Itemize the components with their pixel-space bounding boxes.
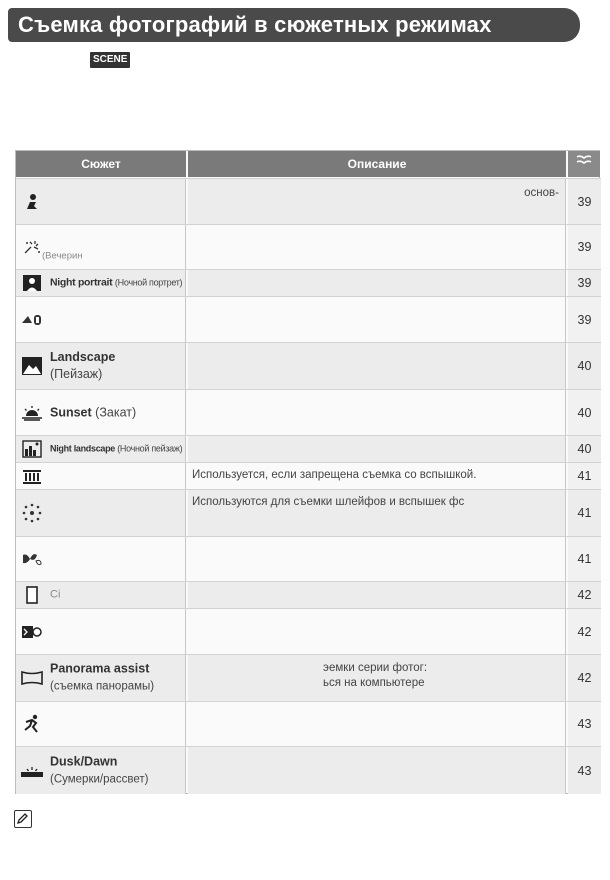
row-name: Night landscape (Ночной пейзаж)	[50, 443, 183, 454]
table-row	[16, 654, 601, 701]
back-light-icon	[20, 622, 44, 642]
sunset-icon	[20, 403, 44, 423]
table-row	[16, 746, 601, 794]
row-description: эемки серии фотог: ься на компьютере	[188, 655, 566, 701]
row-page: 42	[568, 582, 601, 608]
row-page: 42	[568, 655, 601, 701]
row-description: основ-	[188, 179, 566, 224]
copy-icon	[20, 585, 44, 605]
table-row	[16, 224, 601, 269]
row-description: Используется, если запрещена съемка со вспышкой.	[188, 463, 566, 489]
row-description	[188, 225, 566, 269]
row-page: 40	[568, 436, 601, 462]
panorama-icon	[20, 668, 44, 688]
row-page: 43	[568, 702, 601, 746]
sports-icon	[20, 714, 44, 734]
header-description: Описание	[188, 151, 566, 177]
table-row	[16, 389, 601, 435]
scene-table	[15, 150, 600, 794]
table-row	[16, 296, 601, 342]
row-page: 41	[568, 490, 601, 536]
row-page: 39	[568, 270, 601, 296]
row-page: 42	[568, 609, 601, 654]
row-description	[188, 343, 566, 389]
row-sub: Сі	[50, 588, 61, 601]
portrait-icon	[20, 192, 44, 212]
table-row	[16, 435, 601, 462]
row-page: 41	[568, 463, 601, 489]
landscape-icon	[20, 356, 44, 376]
row-page: 39	[568, 179, 601, 224]
row-description	[188, 582, 566, 608]
table-row	[16, 462, 601, 489]
row-description	[188, 537, 566, 581]
table-row	[16, 701, 601, 746]
book-icon	[568, 151, 600, 177]
row-description	[188, 747, 566, 794]
row-page: 43	[568, 747, 601, 794]
row-page: 39	[568, 297, 601, 342]
row-description	[188, 297, 566, 342]
table-row	[16, 489, 601, 536]
row-name: Night portrait (Ночной портрет)	[50, 276, 183, 289]
row-description: Используются для съемки шлейфов и вспышек фс	[188, 490, 566, 536]
row-name: Landscape (Пейзаж)	[50, 350, 116, 381]
pencil-note-icon	[14, 810, 32, 828]
table-row	[16, 581, 601, 608]
row-page: 40	[568, 343, 601, 389]
museum-icon	[20, 466, 44, 486]
dusk-dawn-icon	[20, 761, 44, 781]
scene-mode-badge: SCENE	[90, 52, 130, 68]
row-description	[188, 436, 566, 462]
row-description	[188, 702, 566, 746]
night-landscape-icon	[20, 439, 44, 459]
table-row	[16, 342, 601, 389]
night-portrait-icon	[20, 273, 44, 293]
row-page: 41	[568, 537, 601, 581]
page-title: Съемка фотографий в сюжетных режимах	[8, 8, 580, 42]
row-description	[188, 390, 566, 435]
table-row	[16, 178, 601, 224]
header-scene: Сюжет	[16, 151, 186, 177]
row-page: 39	[568, 225, 601, 269]
row-description	[188, 270, 566, 296]
row-name: Panorama assist (съемка панорамы)	[50, 661, 155, 693]
fireworks-icon	[20, 503, 44, 523]
beach-snow-icon	[20, 310, 44, 330]
row-sub: (Вечерин	[42, 250, 83, 262]
table-row	[16, 536, 601, 581]
table-row	[16, 269, 601, 296]
row-description	[188, 609, 566, 654]
party-icon	[20, 237, 44, 257]
close-up-icon	[20, 549, 44, 569]
table-row	[16, 608, 601, 654]
row-name: Sunset (Закат)	[50, 405, 137, 419]
row-page: 40	[568, 390, 601, 435]
row-name: Dusk/Dawn (Сумерки/рассвет)	[50, 754, 149, 785]
